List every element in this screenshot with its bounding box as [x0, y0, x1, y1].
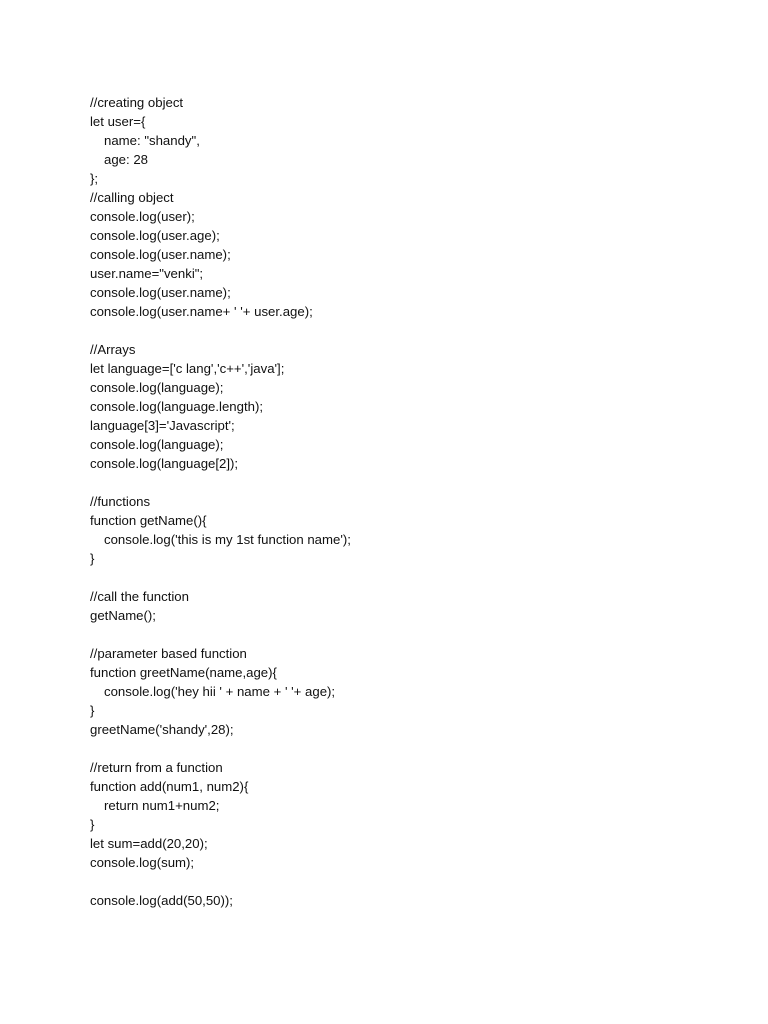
code-line: };: [90, 171, 99, 186]
code-line: name: "shandy",: [104, 133, 200, 148]
code-line: console.log(language);: [90, 437, 224, 452]
blank-line: [90, 321, 730, 340]
blank-line: [90, 625, 730, 644]
blank-line: [90, 739, 730, 758]
code-line: //return from a function: [90, 760, 223, 775]
blank-line: [90, 872, 730, 891]
code-line: console.log(add(50,50));: [90, 893, 233, 908]
code-line: //calling object: [90, 190, 174, 205]
blank-line: [90, 568, 730, 587]
code-line: greetName('shandy',28);: [90, 722, 234, 737]
code-line: getName();: [90, 608, 156, 623]
code-line: //functions: [90, 494, 151, 509]
code-line: //creating object: [90, 95, 184, 110]
code-line: }: [90, 817, 95, 832]
code-line: console.log(user.name+ ' '+ user.age);: [90, 304, 313, 319]
code-line: //Arrays: [90, 342, 136, 357]
code-line: let sum=add(20,20);: [90, 836, 208, 851]
code-line: return num1+num2;: [104, 798, 220, 813]
code-line: console.log('this is my 1st function name');: [104, 532, 351, 547]
code-line: }: [90, 551, 95, 566]
code-line: //parameter based function: [90, 646, 247, 661]
code-line: language[3]='Javascript';: [90, 418, 235, 433]
code-line: let language=['c lang','c++','java'];: [90, 361, 285, 376]
code-line: console.log(language[2]);: [90, 456, 239, 471]
code-line: function greetName(name,age){: [90, 665, 277, 680]
code-line: //call the function: [90, 589, 189, 604]
code-line: console.log('hey hii ' + name + ' '+ age);: [104, 684, 336, 699]
code-line: function add(num1, num2){: [90, 779, 249, 794]
code-line: }: [90, 703, 95, 718]
blank-line: [90, 473, 730, 492]
code-line: let user={: [90, 114, 146, 129]
code-line: age: 28: [104, 152, 148, 167]
code-listing: [90, 93, 730, 910]
code-line: user.name="venki";: [90, 266, 204, 281]
code-line: console.log(language.length);: [90, 399, 264, 414]
code-line: console.log(user.age);: [90, 228, 220, 243]
code-line: console.log(sum);: [90, 855, 195, 870]
code-line: console.log(user.name);: [90, 247, 231, 262]
code-line: console.log(user);: [90, 209, 195, 224]
code-line: function getName(){: [90, 513, 207, 528]
code-line: console.log(user.name);: [90, 285, 231, 300]
code-line: console.log(language);: [90, 380, 224, 395]
